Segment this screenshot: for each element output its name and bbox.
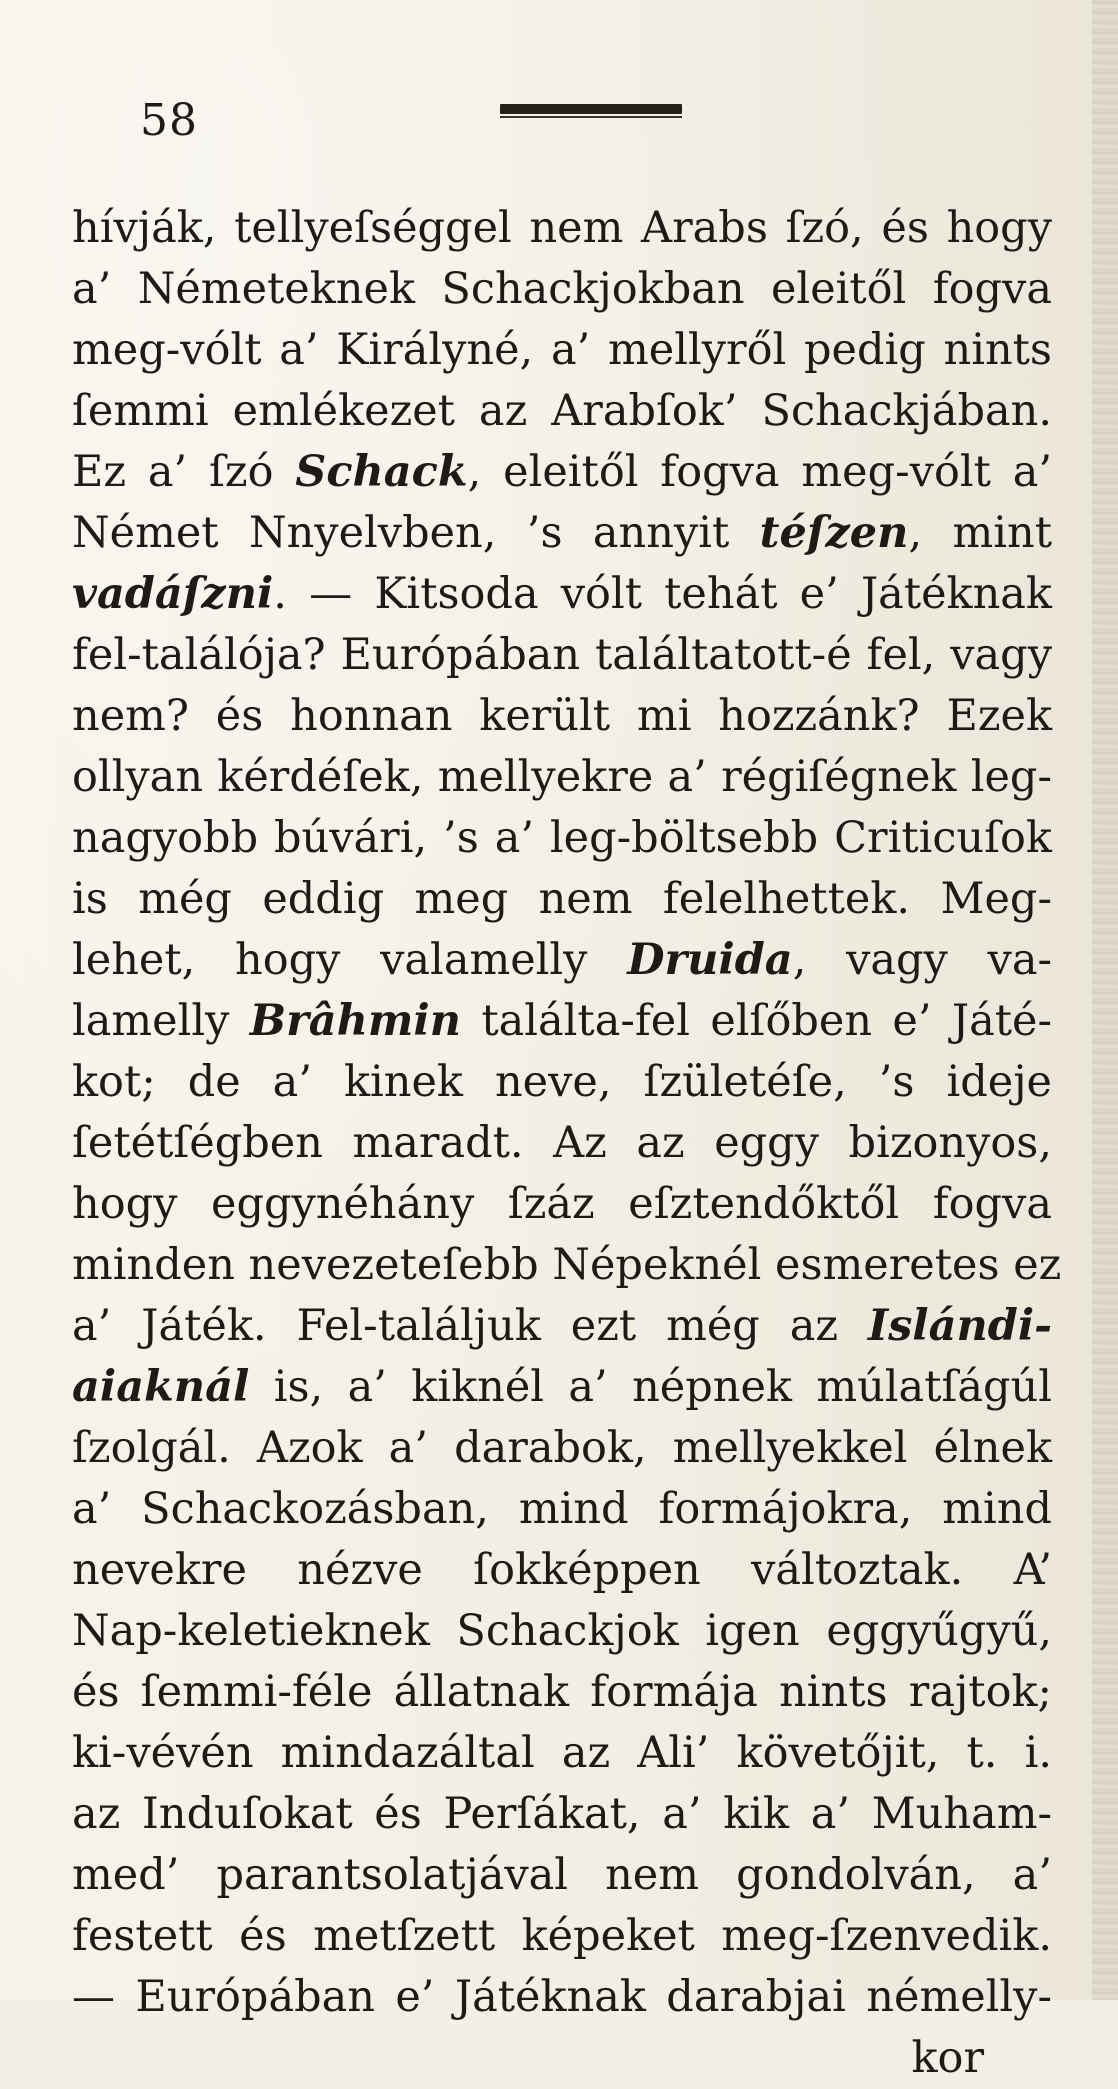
text-run: is, a’ kiknél a’ népnek múlatſágúl (249, 1362, 1052, 1412)
emphasized-word: Brâhmin (249, 996, 462, 1046)
text-run: kot; de a’ kinek neve, ſzületéſe, ’s ideje (72, 1057, 1052, 1107)
text-run: , vagy va- (792, 935, 1053, 985)
text-line (72, 1052, 1052, 1113)
text-run: az Induſokat és Perſákat, a’ kik a’ Muham- (72, 1789, 1052, 1839)
text-line (72, 686, 1052, 747)
text-line (72, 930, 1052, 991)
text-run: kor (911, 2033, 984, 2083)
text-run: lamelly (72, 996, 250, 1046)
text-line (72, 198, 1052, 259)
header-ornament-rule (500, 104, 682, 114)
text-run: ollyan kérdéſek, mellyekre a’ régiſégnek leg- (72, 752, 1052, 802)
text-line (72, 625, 1052, 686)
text-run: festett és metſzett képeket meg-ſzenvedik. (72, 1911, 1052, 1961)
text-line (72, 869, 1052, 930)
text-line (72, 1784, 1052, 1845)
text-run: , eleitől fogva meg-vólt a’ (467, 447, 1052, 497)
text-line (72, 1540, 1052, 1601)
text-run: lehet, hogy valamelly (72, 935, 628, 985)
text-line (72, 1296, 1052, 1357)
text-run: ſemmi emlékezet az Arabſok’ Schackjában. (72, 386, 1052, 436)
text-run: — Európában e’ Játéknak darabjai némelly- (72, 1972, 1052, 2022)
text-run: Német Nnyelvben, ’s annyit (72, 508, 760, 558)
text-run: Nap-keletieknek Schackjok igen eggyűgyű, (72, 1606, 1052, 1656)
text-run: a’ Schackozásban, mind formájokra, mind (72, 1484, 1052, 1534)
text-run: , mint (908, 508, 1052, 558)
text-line (72, 381, 1052, 442)
text-run: nevekre nézve ſokképpen változtak. A’ (72, 1545, 1052, 1595)
text-line (72, 1601, 1052, 1662)
text-run: nagyobb búvári, ’s a’ leg-böltsebb Criticuſok (72, 813, 1052, 863)
page-edge (1092, 0, 1118, 2000)
text-line (72, 259, 1052, 320)
text-run: ſzolgál. Azok a’ darabok, mellyekkel élnek (72, 1423, 1052, 1473)
emphasized-word: Druida (627, 935, 793, 985)
text-line (72, 1357, 1052, 1418)
text-run: hívják, tellyeſséggel nem Arabs ſzó, és hogy (72, 203, 1052, 253)
text-run: ki-vévén mindazáltal az Ali’ követőjit, t. i. (72, 1728, 1052, 1778)
text-line (72, 1113, 1052, 1174)
catchword (72, 2028, 1052, 2089)
text-line (72, 808, 1052, 869)
emphasized-word: vadáſzni (72, 569, 274, 619)
text-run: . — Kitsoda vólt tehát e’ Játéknak (273, 569, 1052, 619)
text-line (72, 991, 1052, 1052)
text-line (72, 320, 1052, 381)
text-run: nem? és honnan került mi hozzánk? Ezek (72, 691, 1052, 741)
text-line (72, 1479, 1052, 1540)
text-line (72, 1906, 1052, 1967)
text-line (72, 747, 1052, 808)
text-run: a’ Játék. Fel-találjuk ezt még az (72, 1301, 868, 1351)
emphasized-word: aiaknál (72, 1362, 250, 1412)
text-line (72, 1235, 1062, 1296)
page-number: 58 (140, 95, 198, 146)
text-line (72, 1418, 1052, 1479)
text-run: meg-vólt a’ Királyné, a’ mellyről pedig nints (72, 325, 1052, 375)
text-line (72, 442, 1052, 503)
text-run: és ſemmi-féle állatnak formája nints rajtok; (72, 1667, 1052, 1717)
text-run: is még eddig meg nem felelhettek. Meg- (72, 874, 1052, 924)
text-line (72, 503, 1052, 564)
emphasized-word: téſzen (759, 508, 909, 558)
text-run: ſetétſégben maradt. Az az eggy bizonyos, (72, 1118, 1052, 1168)
text-run: hogy eggynéhány ſzáz eſztendőktől fogva (72, 1179, 1052, 1229)
text-line (72, 1845, 1052, 1906)
text-run: találta-fel elſőben e’ Játé- (461, 996, 1052, 1046)
body-text (72, 198, 1062, 2089)
text-line (72, 1174, 1052, 1235)
emphasized-word: Schack (295, 447, 468, 497)
text-run: minden nevezeteſebb Népeknél esmeretes ez (72, 1240, 1062, 1290)
text-line (72, 1662, 1052, 1723)
text-run: Ez a’ ſzó (72, 447, 296, 497)
text-run: a’ Németeknek Schackjokban eleitől fogva (72, 264, 1052, 314)
text-line (72, 1723, 1052, 1784)
text-run: fel-találója? Európában találtatott-é fel, vagy (72, 630, 1052, 680)
text-line (72, 564, 1052, 625)
emphasized-word: Islándi- (867, 1301, 1052, 1351)
text-run: med’ parantsolatjával nem gondolván, a’ (72, 1850, 1052, 1900)
text-line (72, 1967, 1052, 2028)
